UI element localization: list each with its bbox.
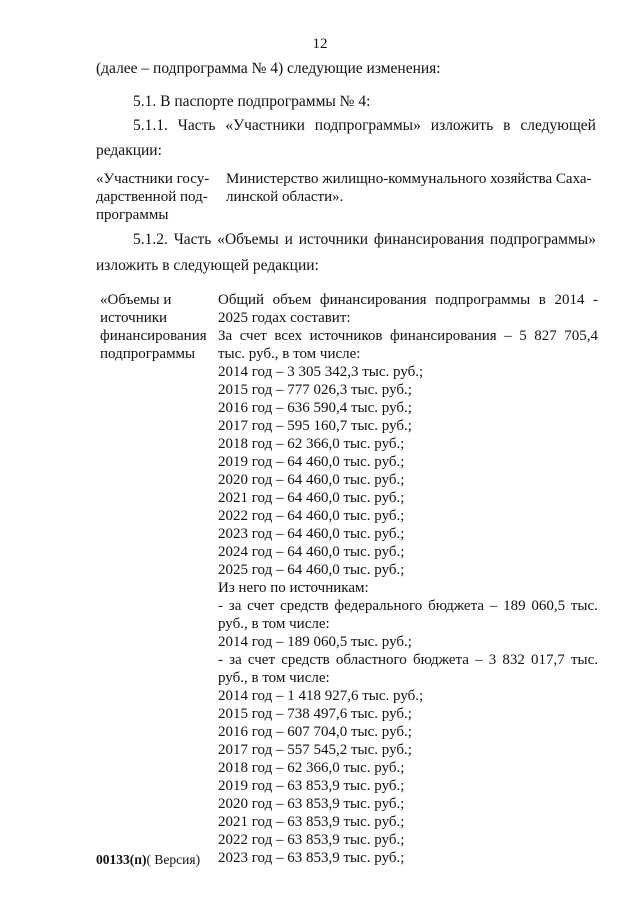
word: 017,7 xyxy=(531,652,565,668)
word: тыс. xyxy=(570,652,598,668)
financing-line: 2014 год – 1 418 927,6 тыс. руб.; xyxy=(218,688,424,704)
word: источников xyxy=(309,328,383,344)
label-line: дарственной под- xyxy=(96,189,208,205)
word: Общий xyxy=(218,292,265,308)
word: 5.1.2. xyxy=(133,231,168,248)
word: – xyxy=(504,328,512,344)
word: 2014 xyxy=(554,292,585,308)
word: источники xyxy=(298,231,369,248)
word: «Участники xyxy=(225,117,305,134)
word: 832 xyxy=(502,652,525,668)
word: подпрограммы» xyxy=(489,231,596,248)
financing-line: тыс. руб., в том числе: xyxy=(218,346,361,362)
word: объем xyxy=(272,292,312,308)
word: – xyxy=(475,652,483,668)
word: финансирования xyxy=(390,328,497,344)
word: 189 xyxy=(503,598,526,614)
financing-line: руб., в том числе: xyxy=(218,616,330,632)
word: За xyxy=(218,328,233,344)
financing-line: 2017 год – 595 160,7 тыс. руб.; xyxy=(218,418,412,434)
word: 705,4 xyxy=(564,328,598,344)
word: 060,5 xyxy=(531,598,566,614)
financing-line: 2014 год – 189 060,5 тыс. руб.; xyxy=(218,634,412,650)
word: всех xyxy=(274,328,303,344)
financing-line: 2025 год – 64 460,0 тыс. руб.; xyxy=(218,562,405,578)
word: средств xyxy=(280,598,329,614)
financing-line: 2023 год – 63 853,9 тыс. руб.; xyxy=(218,850,405,866)
value-line: Министерство жилищно-коммунального хозяйства Саха- xyxy=(226,171,592,187)
participants-value xyxy=(226,170,596,206)
financing-value xyxy=(218,291,598,867)
item-5-1-2 xyxy=(133,231,596,249)
financing-line: 2021 год – 64 460,0 тыс. руб.; xyxy=(218,490,405,506)
word: федерального xyxy=(334,598,423,614)
word: - xyxy=(593,292,598,308)
financing-line xyxy=(218,327,598,345)
financing-line xyxy=(218,651,598,669)
financing-line: 2014 год – 3 305 342,3 тыс. руб.; xyxy=(218,364,424,380)
word: - xyxy=(218,652,223,668)
word: в xyxy=(503,117,511,134)
label-line: «Объемы и xyxy=(100,292,172,308)
financing-line: 2016 год – 607 704,0 тыс. руб.; xyxy=(218,724,412,740)
financing-line: руб., в том числе: xyxy=(218,670,330,686)
financing-line: 2021 год – 63 853,9 тыс. руб.; xyxy=(218,814,405,830)
financing-line: 2019 год – 63 853,9 тыс. руб.; xyxy=(218,778,405,794)
financing-line: 2020 год – 63 853,9 тыс. руб.; xyxy=(218,796,405,812)
word: счет xyxy=(247,598,275,614)
word: изложить xyxy=(430,117,494,134)
value-line: линской области». xyxy=(226,189,344,205)
financing-label xyxy=(100,291,207,363)
financing-line: 2025 годах составит: xyxy=(218,310,351,326)
document-footer xyxy=(96,852,200,868)
word: областного xyxy=(335,652,407,668)
word: 3 xyxy=(488,652,497,668)
word: Часть xyxy=(173,231,212,248)
word: 5.1.1. xyxy=(133,117,168,134)
financing-line: 2018 год – 62 366,0 тыс. руб.; xyxy=(218,760,405,776)
word: подпрограммы» xyxy=(314,117,421,134)
item-5-1: 5.1. В паспорте подпрограммы № 4: xyxy=(133,93,371,110)
item-5-1-1-end: редакции: xyxy=(96,142,162,159)
financing-line xyxy=(218,291,598,309)
footer-version: ( Версия) xyxy=(146,852,201,867)
word: бюджета xyxy=(412,652,469,668)
word: Часть xyxy=(177,117,216,134)
financing-line: 2024 год – 64 460,0 тыс. руб.; xyxy=(218,544,405,560)
financing-line: 2022 год – 64 460,0 тыс. руб.; xyxy=(218,508,405,524)
word: финансирования xyxy=(319,292,427,308)
financing-line: 2018 год – 62 366,0 тыс. руб.; xyxy=(218,436,405,452)
word: и xyxy=(284,231,293,248)
financing-line: 2019 год – 64 460,0 тыс. руб.; xyxy=(218,454,405,470)
word: «Объемы xyxy=(217,231,279,248)
label-line: источники xyxy=(100,310,168,326)
financing-line: Из него по источникам: xyxy=(218,580,369,596)
word: счет xyxy=(247,652,276,668)
financing-line xyxy=(218,597,598,615)
word: – xyxy=(489,598,498,614)
intro-line: (далее – подпрограмма № 4) следующие изменения: xyxy=(96,60,441,77)
page-number: 12 xyxy=(312,36,328,52)
footer-code: 00133(п) xyxy=(96,852,147,867)
word: в xyxy=(538,292,546,308)
financing-line: 2016 год – 636 590,4 тыс. руб.; xyxy=(218,400,412,416)
word: 5 xyxy=(519,328,527,344)
word: финансирования xyxy=(373,231,485,248)
item-5-1-1 xyxy=(133,117,596,135)
word: 827 xyxy=(534,328,557,344)
financing-line: 2020 год – 64 460,0 тыс. руб.; xyxy=(218,472,405,488)
word: бюджета xyxy=(428,598,484,614)
label-line: «Участники госу- xyxy=(96,171,210,187)
word: средств xyxy=(281,652,330,668)
word: - xyxy=(218,598,223,614)
financing-line: 2022 год – 63 853,9 тыс. руб.; xyxy=(218,832,405,848)
word: тыс. xyxy=(570,598,598,614)
financing-line: 2017 год – 557 545,2 тыс. руб.; xyxy=(218,742,412,758)
item-5-1-2-end: изложить в следующей редакции: xyxy=(96,257,319,274)
word: счет xyxy=(239,328,267,344)
word: за xyxy=(228,598,242,614)
word: подпрограммы xyxy=(435,292,531,308)
word: за xyxy=(229,652,242,668)
participants-label xyxy=(96,170,209,224)
label-line: подпрограммы xyxy=(100,346,196,362)
word: следующей xyxy=(520,117,596,134)
financing-line: 2015 год – 777 026,3 тыс. руб.; xyxy=(218,382,412,398)
financing-line: 2015 год – 738 497,6 тыс. руб.; xyxy=(218,706,412,722)
label-line: программы xyxy=(96,207,169,223)
financing-line: 2023 год – 64 460,0 тыс. руб.; xyxy=(218,526,405,542)
label-line: финансирования xyxy=(100,328,207,344)
